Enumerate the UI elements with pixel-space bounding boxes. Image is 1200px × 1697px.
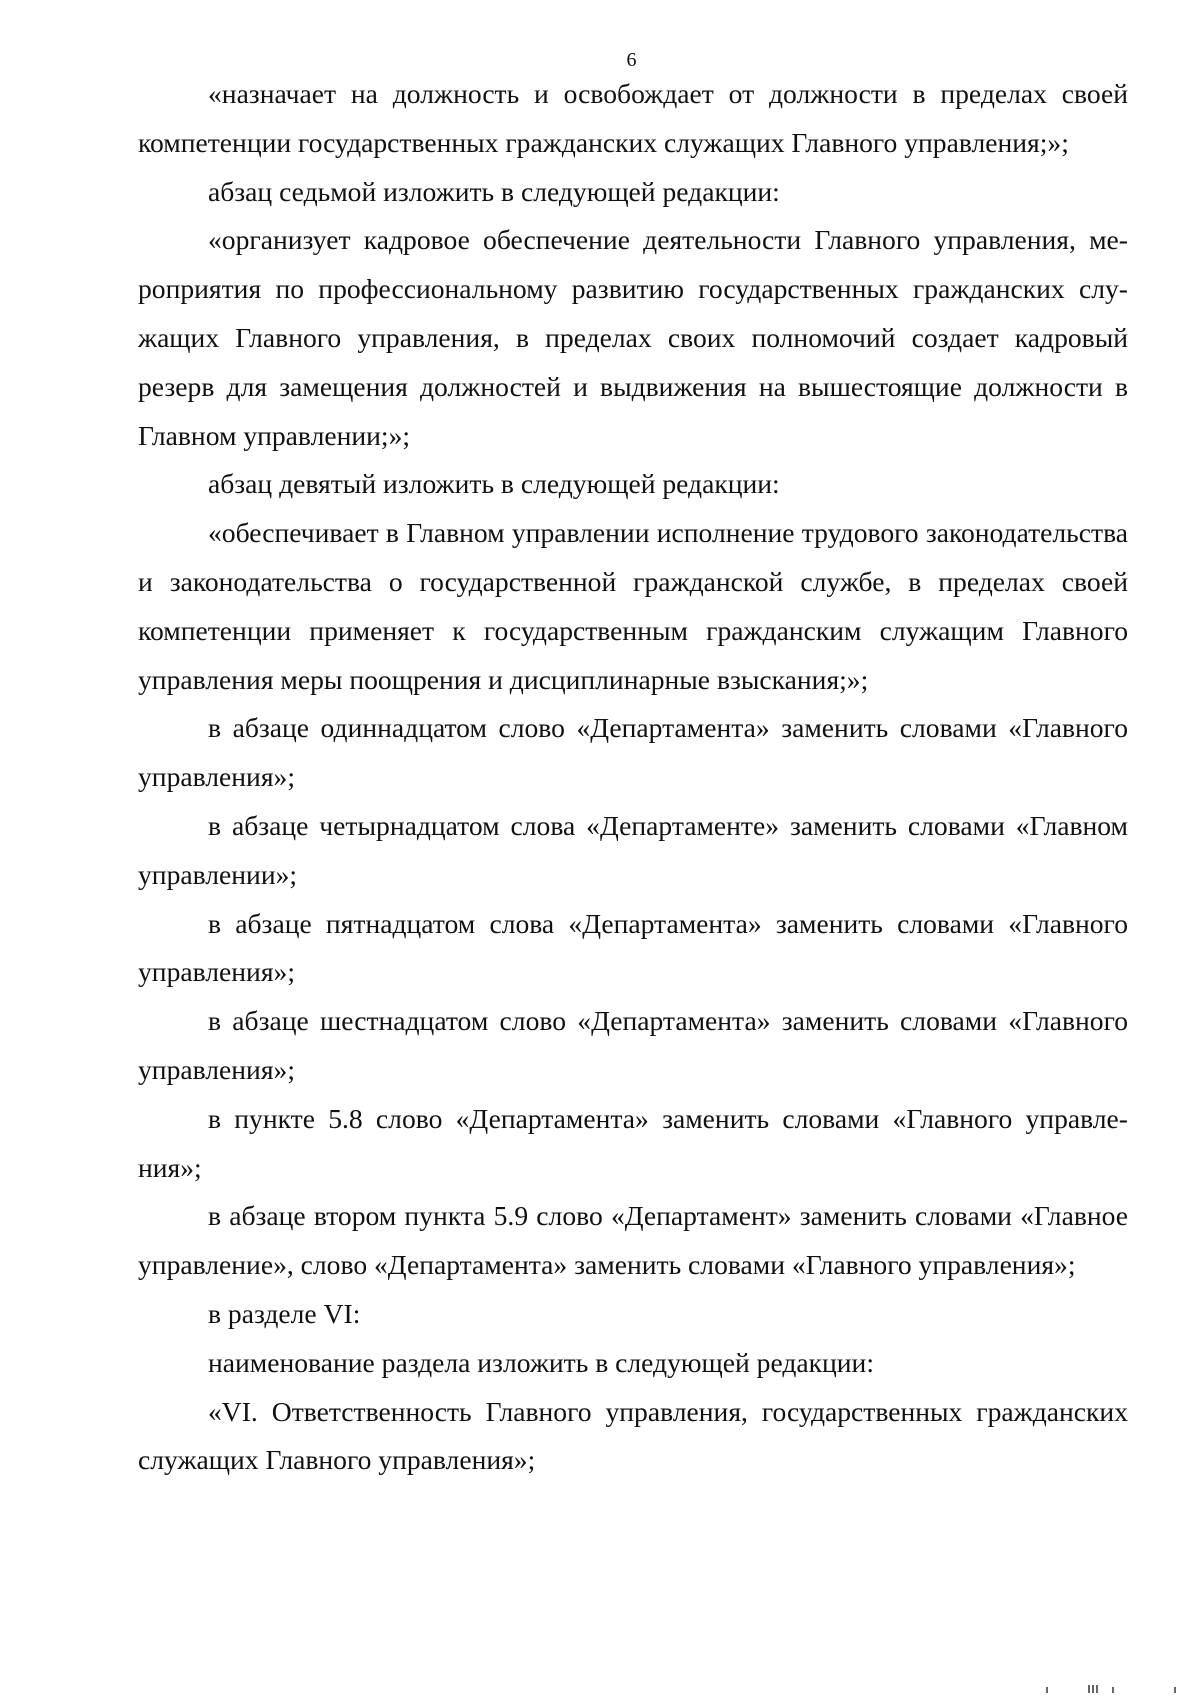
document-body — [138, 70, 1128, 1485]
paragraph: в абзаце четырнадцатом слова «Департаменте» заменить словами «Главном управлении»; — [138, 809, 1128, 890]
paragraph: абзац седьмой изложить в следующей редакции: — [208, 175, 780, 207]
paragraph: «назначает на должность и освобождает от должности в пределах своей компетенции государственных гражданских служащих Главного управления;»; — [138, 78, 1128, 158]
paragraph: в абзаце шестнадцатом слово «Департамента» заменить словами «Главного управления»; — [138, 1005, 1128, 1085]
paragraph: «организует кадровое обеспечение деятельности Главного управления, мероприятия по профессиональному развитию государственных гражданских служащих Главного управления, в пределах своих полномочий создает кадровый резерв для замещения должностей и выдвижения на вышестоящие должности в Главном управлении;»; — [138, 224, 1128, 451]
paragraph: в пункте 5.8 слово «Департамента» заменить словами «Главного управления»; — [138, 1102, 1128, 1183]
scan-edge-marks — [1042, 1679, 1182, 1693]
paragraph: «обеспечивает в Главном управлении исполнение трудового законодательства и законодательства о государственной гражданской службе, в пределах своей компетенции применяет к государственным гражданским служащим Главного управления меры поощрения и дисциплинарные взыскания;»; — [138, 517, 1128, 695]
paragraph: в абзаце втором пункта 5.9 слово «Департамент» заменить словами «Главное управление», слово «Департамента» заменить словами «Главного управления»; — [138, 1200, 1128, 1281]
paragraph: в абзаце пятнадцатом слова «Департамента» заменить словами «Главного управления»; — [138, 907, 1128, 988]
paragraph: абзац девятый изложить в следующей редакции: — [208, 468, 780, 500]
page-number: 6 — [626, 49, 637, 71]
paragraph: в разделе VI: — [208, 1297, 361, 1329]
paragraph: наименование раздела изложить в следующей редакции: — [208, 1346, 874, 1378]
paragraph: «VI. Ответственность Главного управления, государственных гражданских служащих Главного управления»; — [138, 1395, 1128, 1476]
paragraph: в абзаце одиннадцатом слово «Департамента» заменить словами «Главного управления»; — [138, 712, 1128, 793]
